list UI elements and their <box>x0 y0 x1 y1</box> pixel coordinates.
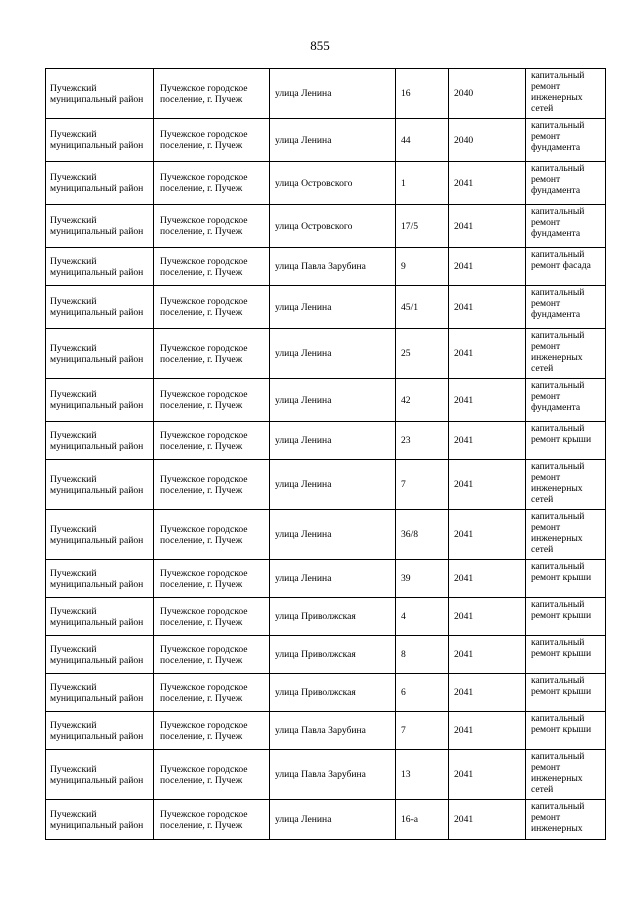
settlement-cell: Пучежское городское поселение, г. Пучеж <box>154 248 270 286</box>
street-cell: улица Павла Зарубина <box>270 712 396 750</box>
table-row <box>46 286 606 329</box>
work-type-cell: капитальный ремонт фундамента <box>526 286 606 329</box>
year-cell: 2041 <box>449 162 526 205</box>
work-type-cell: капитальный ремонт инженерных сетей <box>526 329 606 379</box>
settlement-cell: Пучежское городское поселение, г. Пучеж <box>154 162 270 205</box>
street-cell: улица Ленина <box>270 460 396 510</box>
year-cell: 2041 <box>449 510 526 560</box>
table-row <box>46 712 606 750</box>
year-cell: 2040 <box>449 69 526 119</box>
year-cell: 2041 <box>449 286 526 329</box>
street-cell: улица Приволжская <box>270 636 396 674</box>
house-number-cell: 1 <box>396 162 449 205</box>
street-cell: улица Ленина <box>270 422 396 460</box>
settlement-cell: Пучежское городское поселение, г. Пучеж <box>154 69 270 119</box>
settlement-cell: Пучежское городское поселение, г. Пучеж <box>154 510 270 560</box>
table-row <box>46 750 606 800</box>
district-cell: Пучежский муниципальный район <box>46 379 154 422</box>
work-type-cell: капитальный ремонт инженерных сетей <box>526 750 606 800</box>
district-cell: Пучежский муниципальный район <box>46 205 154 248</box>
table-row <box>46 329 606 379</box>
street-cell: улица Ленина <box>270 286 396 329</box>
street-cell: улица Ленина <box>270 800 396 840</box>
table-row <box>46 69 606 119</box>
house-number-cell: 7 <box>396 460 449 510</box>
street-cell: улица Приволжская <box>270 598 396 636</box>
district-cell: Пучежский муниципальный район <box>46 69 154 119</box>
work-type-cell: капитальный ремонт фасада <box>526 248 606 286</box>
street-cell: улица Павла Зарубина <box>270 750 396 800</box>
house-number-cell: 25 <box>396 329 449 379</box>
work-type-cell: капитальный ремонт крыши <box>526 636 606 674</box>
repair-schedule-table <box>45 68 606 840</box>
table-row <box>46 379 606 422</box>
year-cell: 2041 <box>449 422 526 460</box>
settlement-cell: Пучежское городское поселение, г. Пучеж <box>154 560 270 598</box>
house-number-cell: 36/8 <box>396 510 449 560</box>
house-number-cell: 42 <box>396 379 449 422</box>
settlement-cell: Пучежское городское поселение, г. Пучеж <box>154 460 270 510</box>
district-cell: Пучежский муниципальный район <box>46 248 154 286</box>
settlement-cell: Пучежское городское поселение, г. Пучеж <box>154 750 270 800</box>
house-number-cell: 4 <box>396 598 449 636</box>
year-cell: 2041 <box>449 712 526 750</box>
settlement-cell: Пучежское городское поселение, г. Пучеж <box>154 119 270 162</box>
settlement-cell: Пучежское городское поселение, г. Пучеж <box>154 329 270 379</box>
house-number-cell: 16 <box>396 69 449 119</box>
district-cell: Пучежский муниципальный район <box>46 460 154 510</box>
work-type-cell: капитальный ремонт крыши <box>526 560 606 598</box>
district-cell: Пучежский муниципальный район <box>46 800 154 840</box>
work-type-cell: капитальный ремонт инженерных сетей <box>526 510 606 560</box>
settlement-cell: Пучежское городское поселение, г. Пучеж <box>154 712 270 750</box>
settlement-cell: Пучежское городское поселение, г. Пучеж <box>154 286 270 329</box>
work-type-cell: капитальный ремонт крыши <box>526 422 606 460</box>
year-cell: 2041 <box>449 205 526 248</box>
year-cell: 2041 <box>449 560 526 598</box>
year-cell: 2041 <box>449 460 526 510</box>
table-row <box>46 422 606 460</box>
house-number-cell: 16-а <box>396 800 449 840</box>
street-cell: улица Ленина <box>270 379 396 422</box>
district-cell: Пучежский муниципальный район <box>46 510 154 560</box>
house-number-cell: 17/5 <box>396 205 449 248</box>
street-cell: улица Ленина <box>270 510 396 560</box>
work-type-cell: капитальный ремонт инженерных сетей <box>526 460 606 510</box>
house-number-cell: 39 <box>396 560 449 598</box>
year-cell: 2041 <box>449 674 526 712</box>
district-cell: Пучежский муниципальный район <box>46 712 154 750</box>
house-number-cell: 44 <box>396 119 449 162</box>
table-row <box>46 598 606 636</box>
settlement-cell: Пучежское городское поселение, г. Пучеж <box>154 674 270 712</box>
district-cell: Пучежский муниципальный район <box>46 750 154 800</box>
settlement-cell: Пучежское городское поселение, г. Пучеж <box>154 800 270 840</box>
street-cell: улица Ленина <box>270 119 396 162</box>
work-type-cell: капитальный ремонт фундамента <box>526 205 606 248</box>
settlement-cell: Пучежское городское поселение, г. Пучеж <box>154 422 270 460</box>
table-row <box>46 636 606 674</box>
district-cell: Пучежский муниципальный район <box>46 598 154 636</box>
work-type-cell: капитальный ремонт крыши <box>526 674 606 712</box>
table-row <box>46 560 606 598</box>
work-type-cell: капитальный ремонт фундамента <box>526 162 606 205</box>
table-row <box>46 674 606 712</box>
table-body <box>46 69 606 840</box>
settlement-cell: Пучежское городское поселение, г. Пучеж <box>154 205 270 248</box>
year-cell: 2041 <box>449 636 526 674</box>
street-cell: улица Ленина <box>270 560 396 598</box>
street-cell: улица Павла Зарубина <box>270 248 396 286</box>
district-cell: Пучежский муниципальный район <box>46 329 154 379</box>
district-cell: Пучежский муниципальный район <box>46 560 154 598</box>
house-number-cell: 8 <box>396 636 449 674</box>
district-cell: Пучежский муниципальный район <box>46 422 154 460</box>
year-cell: 2041 <box>449 750 526 800</box>
table-row <box>46 510 606 560</box>
house-number-cell: 13 <box>396 750 449 800</box>
work-type-cell: капитальный ремонт фундамента <box>526 379 606 422</box>
district-cell: Пучежский муниципальный район <box>46 286 154 329</box>
street-cell: улица Островского <box>270 205 396 248</box>
house-number-cell: 7 <box>396 712 449 750</box>
district-cell: Пучежский муниципальный район <box>46 674 154 712</box>
house-number-cell: 23 <box>396 422 449 460</box>
table-row <box>46 205 606 248</box>
street-cell: улица Ленина <box>270 69 396 119</box>
year-cell: 2040 <box>449 119 526 162</box>
district-cell: Пучежский муниципальный район <box>46 162 154 205</box>
street-cell: улица Приволжская <box>270 674 396 712</box>
year-cell: 2041 <box>449 379 526 422</box>
district-cell: Пучежский муниципальный район <box>46 636 154 674</box>
street-cell: улица Островского <box>270 162 396 205</box>
settlement-cell: Пучежское городское поселение, г. Пучеж <box>154 598 270 636</box>
settlement-cell: Пучежское городское поселение, г. Пучеж <box>154 636 270 674</box>
year-cell: 2041 <box>449 329 526 379</box>
street-cell: улица Ленина <box>270 329 396 379</box>
work-type-cell: капитальный ремонт крыши <box>526 598 606 636</box>
year-cell: 2041 <box>449 800 526 840</box>
table-row <box>46 248 606 286</box>
page-number: 855 <box>310 38 330 53</box>
work-type-cell: капитальный ремонт фундамента <box>526 119 606 162</box>
work-type-cell: капитальный ремонт инженерных сетей <box>526 69 606 119</box>
table-row <box>46 162 606 205</box>
district-cell: Пучежский муниципальный район <box>46 119 154 162</box>
year-cell: 2041 <box>449 598 526 636</box>
house-number-cell: 6 <box>396 674 449 712</box>
year-cell: 2041 <box>449 248 526 286</box>
settlement-cell: Пучежское городское поселение, г. Пучеж <box>154 379 270 422</box>
table-row <box>46 460 606 510</box>
table-row <box>46 119 606 162</box>
work-type-cell: капитальный ремонт крыши <box>526 712 606 750</box>
house-number-cell: 45/1 <box>396 286 449 329</box>
table-row <box>46 800 606 840</box>
work-type-cell: капитальный ремонт инженерных <box>526 800 606 840</box>
house-number-cell: 9 <box>396 248 449 286</box>
